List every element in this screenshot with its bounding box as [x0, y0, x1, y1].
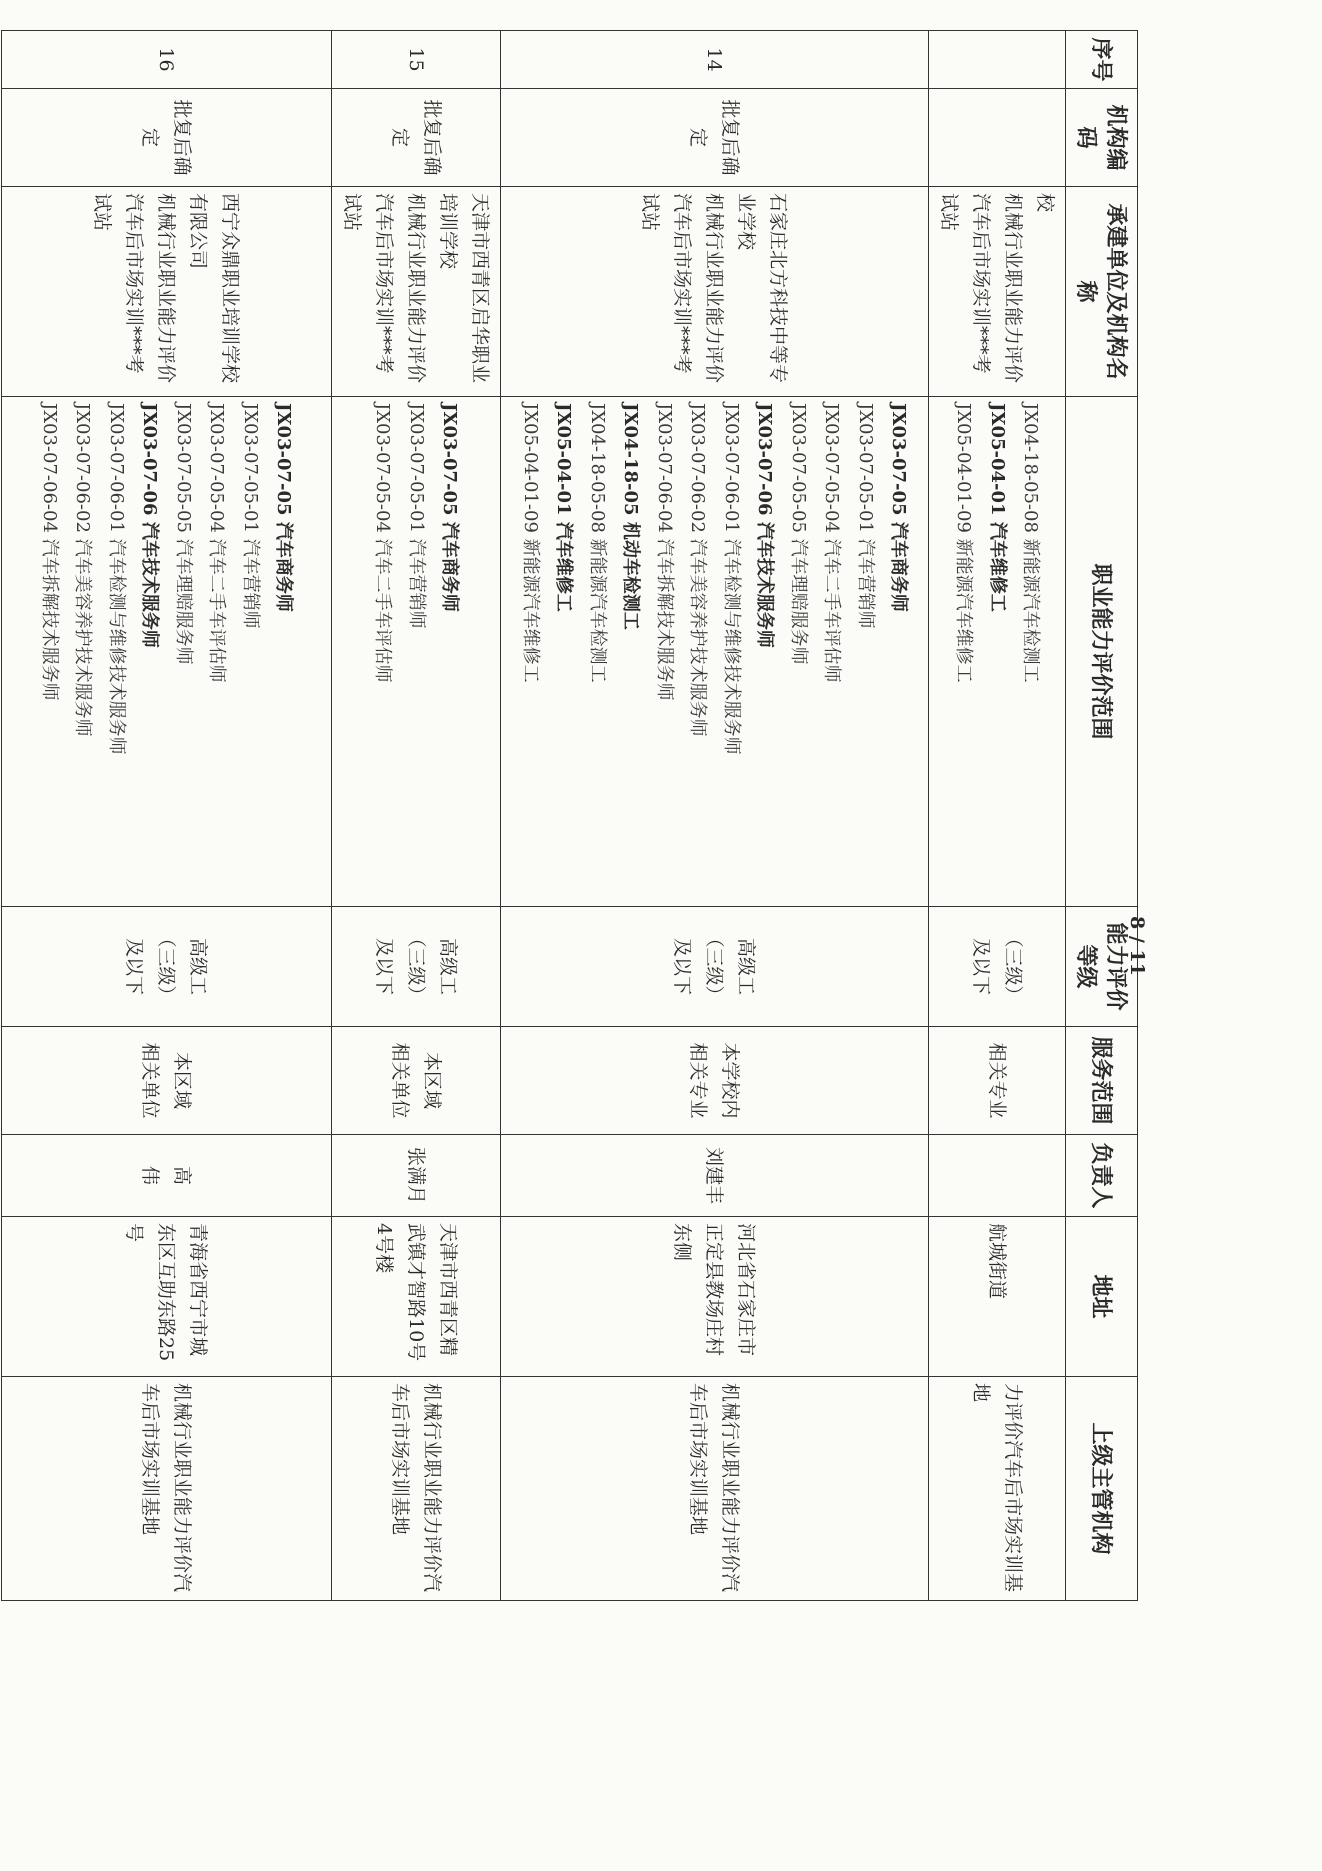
header-unit: 承建单位及机构名称 — [1066, 187, 1138, 397]
cell-seq: 14 — [501, 31, 929, 89]
scope-item: JX03-07-05-01 汽车营销师 — [405, 403, 427, 629]
cell-code — [929, 89, 1066, 187]
cell-service: 相关专业 — [929, 1027, 1066, 1135]
page-number: 8 / 11 — [1126, 916, 1148, 976]
scope-item: JX03-07-06-02 汽车美容养护技术服务师 — [72, 403, 94, 737]
cell-person: 张满月 — [332, 1135, 501, 1217]
cell-person: 高 伟 — [2, 1135, 332, 1217]
table-row — [929, 31, 1066, 1601]
scope-item: JX03-07-05-04 汽车二手车评估师 — [372, 403, 394, 683]
scope-category: JX03-07-05 汽车商务师 — [439, 403, 461, 612]
cell-supervisor: 力评价汽车后市场实训基地 — [929, 1377, 1066, 1601]
cell-supervisor: 机械行业职业能力评价汽车后市场实训基地 — [332, 1377, 501, 1601]
cell-person: 刘建丰 — [501, 1135, 929, 1217]
scope-item: JX03-07-05-01 汽车营销师 — [855, 403, 876, 629]
scope-category: JX05-04-01 汽车维修工 — [986, 403, 1008, 612]
cell-address: 河北省石家庄市正定县教场庄村东侧 — [501, 1217, 929, 1377]
scope-item: JX03-07-06-01 汽车检测与维修技术服务师 — [106, 403, 127, 755]
cell-level: （三级） 及以下 — [929, 907, 1066, 1027]
scope-item: JX03-07-05-05 汽车理赔服务师 — [788, 403, 809, 665]
header-seq: 序号 — [1066, 31, 1138, 89]
cell-seq — [929, 31, 1066, 89]
header-row — [1066, 31, 1138, 1601]
cell-code: 批复后确定 — [501, 89, 929, 187]
cell-scope — [929, 397, 1066, 907]
header-address: 地址 — [1066, 1217, 1138, 1377]
cell-address: 青海省西宁市城东区互助东路25号 — [2, 1217, 332, 1377]
cell-level: 高级工 （三级） 及以下 — [332, 907, 501, 1027]
cell-code: 批复后确定 — [2, 89, 332, 187]
scope-item: JX05-04-01-09 新能源汽车维修工 — [953, 403, 975, 683]
cell-scope — [2, 397, 332, 907]
header-level: 能力评价等级 — [1066, 907, 1138, 1027]
header-scope: 职业能力评价范围 — [1066, 397, 1138, 907]
scope-item: JX04-18-05-08 新能源汽车检测工 — [587, 403, 608, 683]
scope-category: JX03-07-06 汽车技术服务师 — [754, 403, 776, 648]
scope-item: JX03-07-06-04 汽车拆解技术服务师 — [654, 403, 675, 701]
header-service: 服务范围 — [1066, 1027, 1138, 1135]
cell-unit: 天津市西青区启华职业培训学校 机械行业职业能力评价汽车后市场实训***考试站 — [332, 187, 501, 397]
cell-code: 批复后确定 — [332, 89, 501, 187]
table-row — [501, 31, 929, 1601]
table-row — [2, 31, 332, 1601]
cell-supervisor: 机械行业职业能力评价汽车后市场实训基地 — [2, 1377, 332, 1601]
cell-level: 高级工 （三级） 及以下 — [501, 907, 929, 1027]
scope-category: JX03-07-06 汽车技术服务师 — [139, 403, 161, 648]
cell-seq: 16 — [2, 31, 332, 89]
scope-category: JX04-18-05 机动车检测工 — [620, 403, 642, 630]
cell-unit: 石家庄北方科技中等专业学校 机械行业职业能力评价汽车后市场实训***考试站 — [501, 187, 929, 397]
cell-address: 航城街道 — [929, 1217, 1066, 1377]
cell-supervisor: 机械行业职业能力评价汽车后市场实训基地 — [501, 1377, 929, 1601]
cell-seq: 15 — [332, 31, 501, 89]
cell-unit: 西宁众鼎职业培训学校有限公司 机械行业职业能力评价汽车后市场实训***考试站 — [2, 187, 332, 397]
cell-address: 天津市西青区精武镇才智路10号4号楼 — [332, 1217, 501, 1377]
header-code: 机构编码 — [1066, 89, 1138, 187]
cell-service: 本区域 相关单位 — [2, 1027, 332, 1135]
header-supervisor: 上级主管机构 — [1066, 1377, 1138, 1601]
scope-item: JX03-07-06-04 汽车拆解技术服务师 — [39, 403, 60, 701]
cell-scope — [501, 397, 929, 907]
scope-item: JX03-07-05-04 汽车二手车评估师 — [821, 403, 843, 683]
scope-item: JX03-07-05-01 汽车营销师 — [240, 403, 261, 629]
scope-item: JX05-04-01-09 新能源汽车维修工 — [520, 403, 541, 683]
cell-unit: 校 机械行业职业能力评价汽车后市场实训***考试站 — [929, 187, 1066, 397]
cell-person — [929, 1135, 1066, 1217]
cell-service: 本学校内 相关专业 — [501, 1027, 929, 1135]
cell-level: 高级工 （三级） 及以下 — [2, 907, 332, 1027]
scope-category: JX03-07-05 汽车商务师 — [273, 403, 295, 612]
scope-item: JX04-18-05-08 新能源汽车检测工 — [1020, 403, 1042, 683]
scope-item: JX03-07-06-02 汽车美容养护技术服务师 — [687, 403, 709, 737]
cell-service: 本区域 相关单位 — [332, 1027, 501, 1135]
scope-item: JX03-07-05-05 汽车理赔服务师 — [173, 403, 194, 665]
table-row — [332, 31, 501, 1601]
rotated-table-container — [28, 30, 1138, 1600]
scope-item: JX03-07-06-01 汽车检测与维修技术服务师 — [721, 403, 742, 755]
header-person: 负责人 — [1066, 1135, 1138, 1217]
scope-category: JX05-04-01 汽车维修工 — [553, 403, 575, 612]
scope-category: JX03-07-05 汽车商务师 — [888, 403, 910, 612]
cell-scope — [332, 397, 501, 907]
scope-item: JX03-07-05-04 汽车二手车评估师 — [206, 403, 228, 683]
institution-table — [1, 30, 1138, 1601]
